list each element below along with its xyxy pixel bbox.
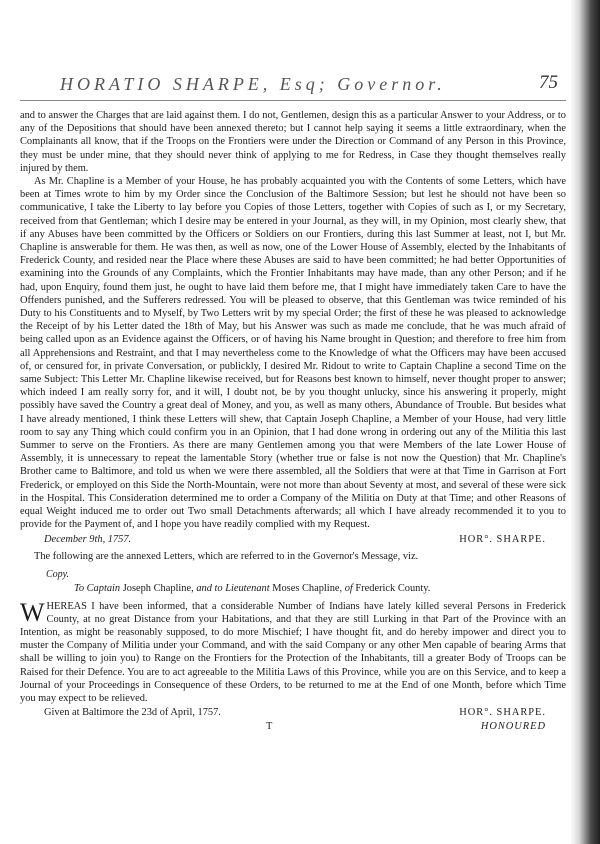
addressee-name-1: Joseph Chapline, (122, 582, 194, 594)
paragraph: and to answer the Charges that are laid against them. I do not, Gentlemen, design this as a particular Answer to your Address, or to any of the Depositions that should have been annexed thereto; but I cannot help saying it seems a little extraordinary, when the Complainants all know, that if the Troops on the Frontiers were under the Direction or Command of any Person in this Province, they must be under mine, that they should never think of applying to me for Redress, in Case they thought themselves really injured by them. (20, 110, 566, 174)
addressee-county: Frederick County. (355, 582, 431, 594)
signature-name: HOR°. SHARPE. (459, 533, 546, 545)
signature-mark: T (266, 721, 273, 733)
copy-label: Copy. (46, 568, 70, 580)
paragraph: As Mr. Chapline is a Member of your House, he has probably acquainted you with the Contents of some Letters, which have been at Times wrote to him by my Order since the Conclusion of the Baltimore Session; but lest he should not have been so communicative, I take the Liberty to lay before you Copies of those Letters, together with Copies of such as I, or my Secretary, received from that Gentleman; which I desire may be entered in your Journal, as they will, in my Opinion, most clearly shew, that if any Abuses have been committed by the Officers or Soldiers on our Frontiers, during this last Summer at least, not I, but Mr. Chapline is answerable for them. He was then, as well as now, one of the Lower House of Assembly, elected by the Inhabitants of Frederick County, and resided near the Place where these Abuses are said to have been committed; he had better Opportunities of examining into the Grounds of any Complaints, which the Frontier Inhabitants may have made, than any other Person; and if he had, upon Enquiry, found them just, he ought to have laid them before me, that I might have immediately taken Care to have the Offenders punished, and the Sufferers redressed. You will be pleased to observe, that this Gentleman was twice reminded of his Duty to his Constituents and to Myself, by Two Letters writ by my special Order; the first of these he was pleased to acknowledge the Receipt of by his Letter dated the 18th of May, but his Answer was such as made me conclude, that he was much afraid of being called upon as an Evidence against the Officers, or of having his Name brought in Question; and therefore to free him from all Apprehensions and Restraint, and that I may nevertheless come to the Knowledge of what the Officers may have been accused of, or censured for, in private Conversation, or publickly, I desired Mr. Ridout to write to Captain Chapline a second Time on the same Subject: This Letter Mr. Chapline likewise received, but for Reasons best known to himself, never thought proper to answer; which indeed I am really sorry for, and it will, I doubt not, be by you thought unlucky, since his answering it properly, might possibly have saved the Country a great deal of Money, and you, as well as many others, Abundance of Trouble. But besides what I have already mentioned, I think these Letters will shew, that Captain Joseph Chapline, a Member of your House, had very little room to say any Thing which could confirm you in an Opinion, that I had done wrong in ordering out any of the Militia this last Summer to serve on the Frontiers. As there are many Gentlemen among you that were Members of the late Lower House of Assembly, it is unnecessary to repeat the lamentable Story (whether true or false is not now the Question) that Mr. Chapline's Brother came to Baltimore, and told us when we were there assembled, all the Soldiers that were at that Time in Garrison at Fort Frederick, or employed on this Side the North-Mountain, were not more than about Seventy at most, and several of these were sick in the Hospital. This Consideration determined me to order a Company of the Militia on Duty at that Time; and other Reasons of equal Weight induced me to order out Two small Detachments afterwards; all which I have already recommended it to you to provide for the Payment of, and I hope you have readily complied with my Request. (20, 176, 566, 531)
addressee-name-2: Moses Chapline, (272, 582, 343, 594)
running-header (20, 72, 566, 101)
message-date: December 9th, 1757. (44, 533, 132, 545)
given-signature: HOR°. SHARPE. (459, 707, 546, 719)
addressee-of: of (344, 582, 353, 594)
signature-row (20, 533, 566, 547)
document-page (20, 72, 566, 812)
page-footer (20, 720, 566, 734)
drop-cap: W (20, 597, 45, 627)
letter-addressee (74, 582, 566, 596)
annex-intro: The following are the annexed Letters, which are referred to in the Governor's Message, viz. (34, 550, 419, 562)
given-date: Given at Baltimore the 23d of April, 1757. (44, 707, 221, 719)
book-spine-shadow (570, 0, 600, 844)
message-body (20, 109, 566, 532)
addressee-and: and to Lieutenant (196, 582, 270, 594)
given-row (20, 706, 566, 720)
addressee-to: To Captain (74, 582, 121, 594)
catchword: HONOURED (480, 721, 546, 733)
page-number: 75 (539, 72, 558, 93)
letter-body (20, 597, 566, 706)
letter-text: HEREAS I have been informed, that a considerable Number of Indians have lately killed several Persons in Frederick County, at no great Distance from your Habitations, and that they are still Lurking in that Part of the Province with an Intention, as might be reasonably supposed, to do more Mischief; I have thought fit, and do hereby impower and direct you to muster the Company of Militia under your Command, and with the said Company or any other Men capable of bearing Arms that shall be willing to join you) to Range on the Frontiers for the Protection of the Inhabitants, till a greater Body of Troops can be Raised for their Defence. You are to act agreeable to the Militia Laws of this Province, while you are on this Service, and to keep a Journal of your Proceedings in Consequence of these Orders, to be returned to me at the End of one Month, before which Time you may expect to be relieved. (20, 600, 566, 704)
running-title: HORATIO SHARPE, Esq; Governor. (60, 74, 446, 94)
